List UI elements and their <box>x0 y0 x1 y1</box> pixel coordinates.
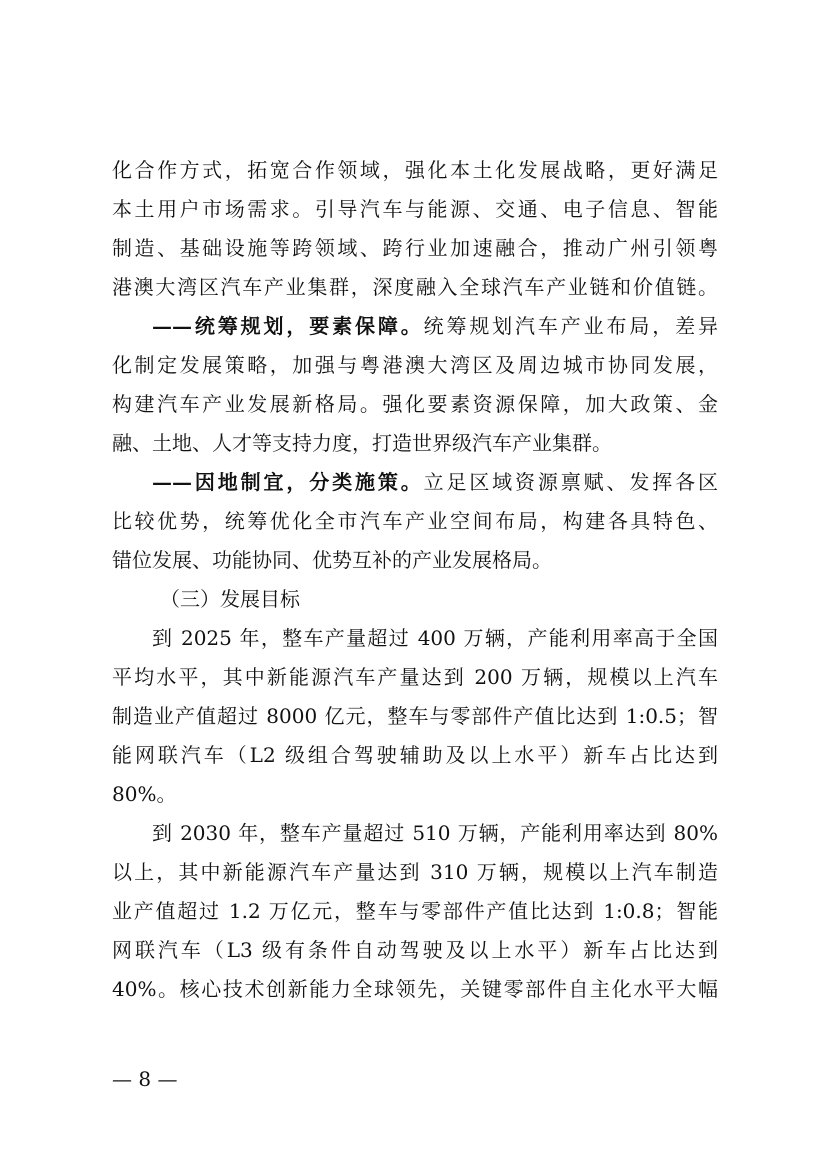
text-line: 化合作方式，拓宽合作领域，强化本土化发展战略，更好满足 <box>112 158 718 182</box>
text-line: 港澳大湾区汽车产业集群，深度融入全球汽车产业链和价值链。 <box>112 275 718 299</box>
text-line: 到 2025 年，整车产量超过 400 万辆，产能利用率高于全国 <box>152 626 718 650</box>
text-line: 本土用户市场需求。引导汽车与能源、交通、电子信息、智能 <box>112 197 718 221</box>
principle-heading: ——因地制宜，分类施策。 <box>152 470 424 494</box>
text-line: 80%。 <box>112 782 177 806</box>
text-line: 网联汽车（L3 级有条件自动驾驶及以上水平）新车占比达到 <box>112 938 718 962</box>
principle-text: 立足区域资源禀赋、发挥各区 <box>423 470 719 494</box>
text-line: 融、土地、人才等支持力度，打造世界级汽车产业集群。 <box>112 431 612 455</box>
text-line: 制造、基础设施等跨领域、跨行业加速融合，推动广州引领粤 <box>112 236 718 260</box>
text-line: 错位发展、功能协同、优势互补的产业发展格局。 <box>112 548 552 572</box>
principle-line <box>112 307 718 346</box>
text-line: 能网联汽车（L2 级组合驾驶辅助及以上水平）新车占比达到 <box>112 743 718 767</box>
text-line: 平均水平，其中新能源汽车产量达到 200 万辆，规模以上汽车 <box>112 665 718 689</box>
page-number: — 8 — <box>112 1067 178 1091</box>
section-heading: （三）发展目标 <box>160 587 300 611</box>
principle-heading: ——统筹规划，要素保障。 <box>152 314 424 338</box>
text-line: 业产值超过 1.2 万亿元，整车与零部件产值比达到 1:0.8；智能 <box>112 899 718 923</box>
principle-text: 统筹规划汽车产业布局，差异 <box>423 314 719 338</box>
text-line: 40%。核心技术创新能力全球领先，关键零部件自主化水平大幅 <box>112 977 718 1001</box>
text-line: 到 2030 年，整车产量超过 510 万辆，产能利用率达到 80% <box>152 821 718 845</box>
text-line: 化制定发展策略，加强与粤港澳大湾区及周边城市协同发展， <box>112 353 718 377</box>
text-line: 制造业产值超过 8000 亿元，整车与零部件产值比达到 1:0.5；智 <box>112 704 718 728</box>
text-line: 比较优势，统筹优化全市汽车产业空间布局，构建各具特色、 <box>112 509 718 533</box>
text-line: 以上，其中新能源汽车产量达到 310 万辆，规模以上汽车制造 <box>112 860 718 884</box>
body-text <box>112 151 718 1009</box>
text-line: 构建汽车产业发展新格局。强化要素资源保障，加大政策、金 <box>112 392 718 416</box>
principle-line <box>112 463 718 502</box>
